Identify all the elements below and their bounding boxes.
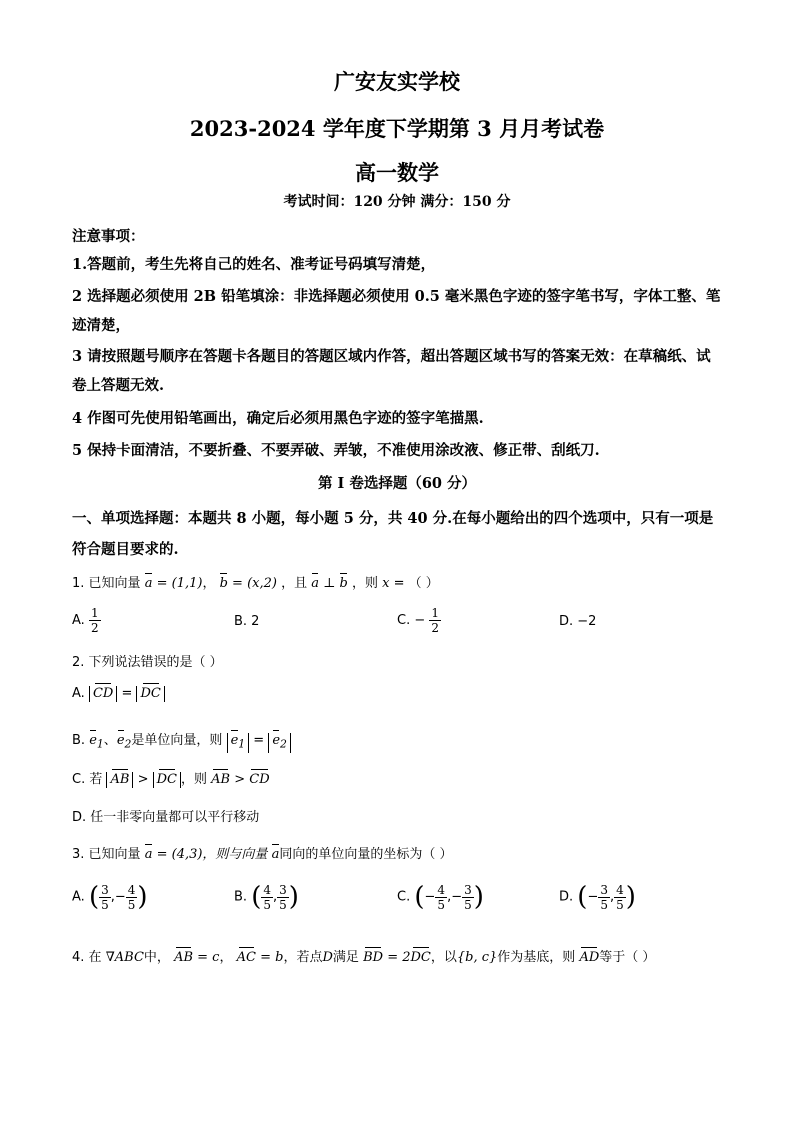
note-2: 2 选择题必须使用 2B 铅笔填涂：非选择题必须使用 0.5 毫米黑色字迹的签字笔书写，字体工整、笔迹清楚， [72,288,721,334]
q1-then: ，则 [351,576,378,591]
q3-end: 同向的单位向量的坐标为（ ） [279,847,453,862]
q1-b-value: = (x,2) [232,576,277,591]
q3-c-frac2 [462,883,474,912]
q2-c-mid: ，则 [180,772,207,787]
q4-mid1: 中， [143,950,170,965]
q1-c-label: C. − [397,613,426,628]
q3-option-a: A. ( $\frac{3}{5}$ ,− $\frac{4}{5}$ ) [72,882,148,912]
q1-end: = （ ） [393,576,439,591]
section-description: 一、单项选择题：本题共 8 小题，每小题 5 分，共 40 分.在每小题给出的四个选项中，只有一项是符合题目要求的. [72,510,714,558]
q1-x: x [382,576,390,591]
q3-a-n1: 3 [101,882,109,897]
q4-point-d: D [322,950,333,965]
q2-b-rhs: $e_2$ [268,733,291,753]
q1-option-b: B. 2 [234,614,260,629]
q4-triangle: ∇ABC [105,950,144,965]
q3-b-n2: 3 [279,882,287,897]
q3-b-rparen: ) [288,882,299,912]
q1-perp: a ⊥ b [311,576,348,591]
q3-a-frac1 [99,883,111,912]
q3-d-rparen: ) [625,882,636,912]
exam-time-info: 考试时间：120 分钟 满分：150 分 [283,194,511,210]
q3-b-label: B. [234,889,248,905]
q1-option-c [397,606,441,635]
question-1: 1. 已知向量 a = (1,1)， b = (x,2) ，且 a ⊥ b ，则 x = （ ） [72,576,439,591]
q2-b-label: B. [72,733,86,748]
q1-condition: ，且 [281,576,308,591]
vector-b: b [219,576,228,591]
q3-c-label: C. [397,889,411,905]
note-5: 5 保持卡面清洁，不要折叠、不要弄破、弄皱，不准使用涂改液、修正带、刮纸刀. [72,442,600,459]
q1-a-label: A. [72,613,85,628]
q3-a-d1: 5 [101,897,109,912]
q3-b-lparen: ( [251,882,262,912]
q3-b-frac2 [277,883,289,912]
q3-c-n1: 4 [437,882,446,897]
q4-vector-ad: AD [579,950,600,965]
q1-a-value: = (1,1) [156,576,203,591]
exam-title: 2023-2024 学年度下学期第 3 月月考试卷 [189,116,605,141]
notes-title: 注意事项： [72,228,145,245]
q2-option-c: C. 若 AB > DC ，则 AB > CD [72,772,270,787]
q2-b-lhs: $e_1$ [227,733,250,753]
q1-c-den: 2 [431,621,440,635]
q4-triangle-label: ABC [114,950,144,965]
q3-option-b: B. ( $\frac{4}{5}$ , $\frac{3}{5}$ ) [234,882,299,912]
q3-d-d2: 5 [616,897,624,912]
q4-mid2: ，若点 [283,950,323,965]
q4-eq-bd: = 2 [387,950,411,965]
q1-option-a [72,606,101,635]
q4-eq-c: = c [197,950,220,965]
question-3 [72,843,452,862]
note-3: 3 请按照题号顺序在答题卡各题目的答题区域内作答，超出答题区域书写的答案无效：在草稿纸、试卷上答题无效. [72,348,711,394]
note-4: 4 作图可先使用铅笔画出，确定后必须用黑色字迹的签字笔描黑. [72,410,484,427]
q3-vector-a-2: a [271,847,280,862]
q3-a-frac2 [126,883,138,912]
q2-a-lhs: CD [89,686,117,702]
q4-mid5: 作为基底，则 [497,950,576,965]
q3-a-rparen: ) [137,882,148,912]
q2-option-b: B. $e_1$、$e_2$是单位向量，则 $e_1 = e_2$ [72,729,291,753]
q3-d-lparen: ( [577,882,588,912]
q2-b-mid: 是单位向量，则 [131,733,223,748]
q3-b-d1: 5 [263,897,271,912]
section-title: 第 I 卷选择题（60 分） [317,475,477,492]
q3-a-lparen: ( [88,882,100,912]
q2-option-d: D. 任一非零向量都可以平行移动 [72,810,260,825]
q3-c-rparen: ) [473,882,484,912]
q2-c-rhs: DC [153,772,181,788]
q3-d-n2: 4 [616,882,624,897]
q3-c-d2: 5 [464,897,472,912]
subject-title: 高一数学 [355,160,439,185]
q2-c-result: AB > CD [211,772,270,787]
q3-a-d2: 5 [127,897,136,912]
q2-a-rhs: DC [136,686,164,702]
q1-a-num: 1 [90,606,99,620]
q3-c-frac1 [435,883,447,912]
q4-eq-b: = b [260,950,284,965]
q3-d-label: D. [559,889,574,905]
q3-b-d2: 5 [279,897,287,912]
question-2: 2. 下列说法错误的是（ ） [72,655,223,670]
school-name: 广安友实学校 [334,69,460,94]
q4-prefix: 4. 在 [72,950,102,965]
q3-option-d: D. (− $\frac{3}{5}$ , $\frac{4}{5}$ ) [559,882,636,912]
q1-c-num: 1 [431,606,440,620]
q1-prefix: 1. 已知向量 [72,576,141,591]
q2-a-label: A. [72,686,85,701]
q1-c-fraction [429,606,441,635]
q4-vector-ac: AC [236,950,256,965]
question-4: 4. 在 ∇ABC中， AB = c， AC = b，若点D满足 BD = 2DC，以{b, c}作为基底，则 AD等于（ ） [72,950,656,965]
q3-mid: = (4,3)，则与向量 [156,847,268,862]
q3-c-d1: 5 [437,897,446,912]
q3-a-label: A. [72,889,85,905]
q3-c-n2: 3 [464,882,472,897]
q3-vector-a: a [144,847,153,862]
q3-d-n1: 3 [600,882,608,897]
q4-mid4: ，以 [430,950,457,965]
q1-a-fraction [89,606,101,635]
q3-d-frac2 [614,883,626,912]
q4-basis: {b, c} [456,950,498,965]
q3-a-n2: 4 [127,882,136,897]
q1-option-d: D. −2 [559,614,597,629]
q4-vector-dc: DC [410,950,431,965]
q4-vector-ab: AB [174,950,194,965]
q3-c-lparen: ( [414,882,425,912]
q3-b-frac1 [261,883,273,912]
q4-mid3: 满足 [332,950,359,965]
q1-a-den: 2 [90,621,99,635]
q4-vector-bd: BD [363,950,384,965]
q3-d-frac1 [598,883,610,912]
q3-prefix: 3. 已知向量 [72,847,141,862]
vector-a: a [144,576,153,591]
note-1: 1.答题前，考生先将自己的姓名、准考证号码填写清楚， [72,256,436,273]
q2-c-label: C. 若 [72,772,103,787]
q2-b-e1: $e_1$ [89,733,104,751]
q2-option-a: A. CD = DC [72,686,165,702]
q3-d-d1: 5 [600,897,608,912]
q2-c-lhs: AB [106,772,133,788]
q3-b-n1: 4 [263,882,271,897]
q4-end: 等于（ ） [599,950,656,965]
q3-option-c: C. (− $\frac{4}{5}$ ,− $\frac{3}{5}$ ) [397,882,484,912]
q2-b-e2: $e_2$ [116,733,132,751]
